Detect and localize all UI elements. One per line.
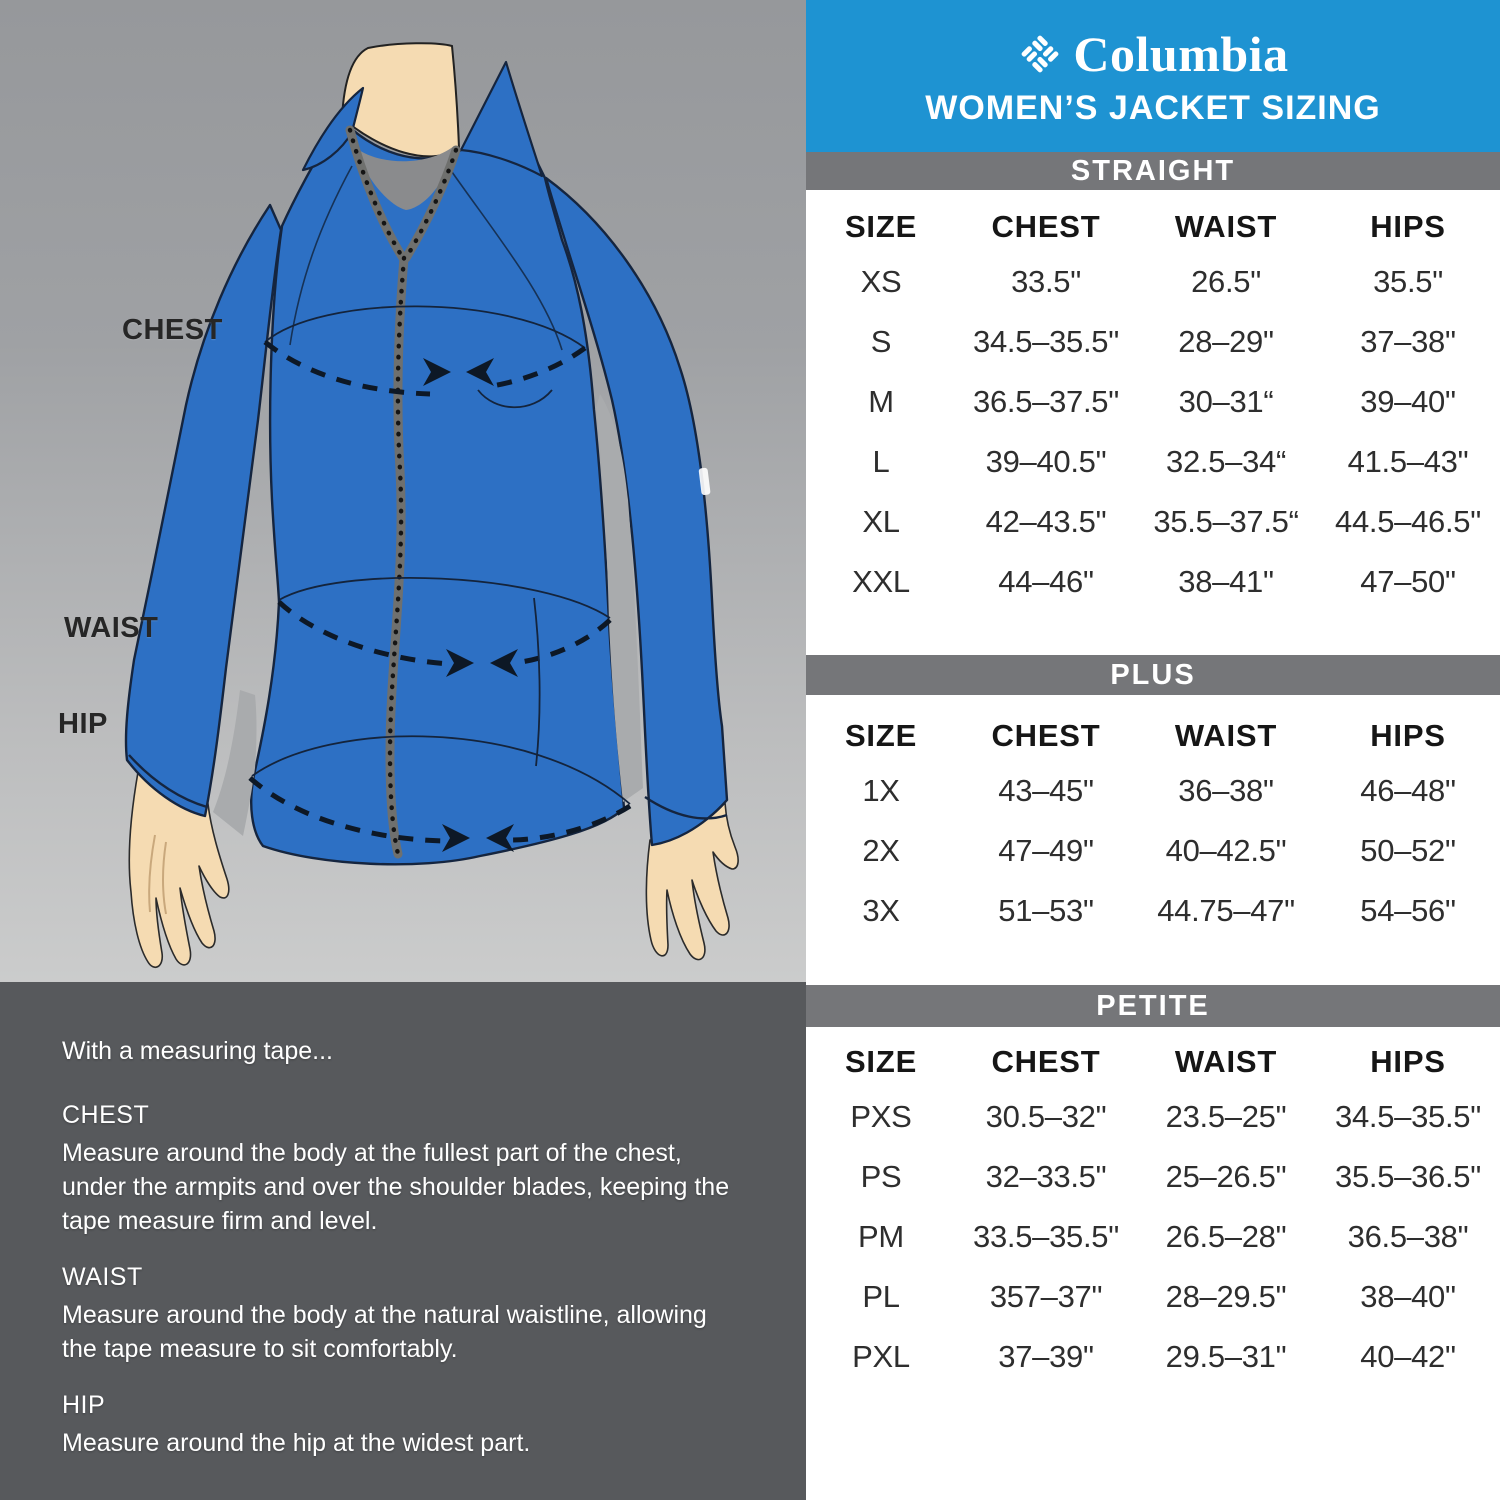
size-cell: PL: [862, 1279, 900, 1314]
value-cell: 29.5–31": [1165, 1339, 1287, 1374]
value-cell: 38–41": [1178, 564, 1274, 599]
diagram-label-hip: HIP: [58, 708, 108, 740]
value-cell: 50–52": [1360, 833, 1456, 868]
table-row: [806, 492, 1500, 552]
sizing-tables-panel: [806, 0, 1500, 1500]
size-cell: L: [872, 444, 890, 479]
column-header: HIPS: [1370, 718, 1446, 753]
page-title: WOMEN’S JACKET SIZING: [925, 88, 1381, 127]
table-header-row: [806, 1037, 1500, 1087]
jacket-illustration: [0, 0, 806, 982]
value-cell: 43–45": [998, 773, 1094, 808]
value-cell: 39–40": [1360, 384, 1456, 419]
instruction-body-hip: Measure around the hip at the widest part.: [62, 1429, 531, 1457]
columbia-gem-icon: [1017, 31, 1063, 77]
value-cell: 54–56": [1360, 893, 1456, 928]
value-cell: 36.5–38": [1347, 1219, 1469, 1254]
brand-header: [806, 0, 1500, 152]
size-cell: XL: [862, 504, 900, 539]
table-row: [806, 252, 1500, 312]
column-header: HIPS: [1370, 1044, 1446, 1079]
column-header: HIPS: [1370, 209, 1446, 244]
value-cell: 32–33.5": [985, 1159, 1107, 1194]
value-cell: 26.5": [1191, 264, 1261, 299]
value-cell: 37–39": [998, 1339, 1094, 1374]
column-header: WAIST: [1174, 1044, 1278, 1079]
value-cell: 42–43.5": [985, 504, 1107, 539]
column-header: SIZE: [844, 718, 918, 753]
value-cell: 47–49": [998, 833, 1094, 868]
table-row: [806, 372, 1500, 432]
size-cell: PXS: [850, 1099, 912, 1134]
column-header: SIZE: [844, 209, 918, 244]
table-header-row: [806, 202, 1500, 252]
table-row: [806, 1267, 1500, 1327]
value-cell: 36–38": [1178, 773, 1274, 808]
size-cell: XS: [860, 264, 902, 299]
table-row: [806, 1207, 1500, 1267]
value-cell: 44.75–47": [1157, 893, 1295, 928]
value-cell: 44.5–46.5": [1335, 504, 1481, 539]
section-bar-straight: STRAIGHT: [806, 152, 1500, 190]
value-cell: 46–48": [1360, 773, 1456, 808]
value-cell: 41.5–43": [1347, 444, 1469, 479]
instruction-body-waist: Measure around the body at the natural waistline, allowing the tape measure to sit comfortably.: [62, 1301, 707, 1363]
column-header: SIZE: [844, 1044, 918, 1079]
section-bar-petite: PETITE: [806, 985, 1500, 1027]
value-cell: 40–42.5": [1165, 833, 1287, 868]
value-cell: 30–31“: [1178, 384, 1274, 419]
value-cell: 40–42": [1360, 1339, 1456, 1374]
jacket-illustration-area: [0, 0, 806, 982]
table-row: [806, 1327, 1500, 1387]
value-cell: 36.5–37.5": [973, 384, 1119, 419]
value-cell: 28–29.5": [1165, 1279, 1287, 1314]
table-row: [806, 552, 1500, 612]
value-cell: 47–50": [1360, 564, 1456, 599]
value-cell: 357–37": [989, 1279, 1103, 1314]
table-row: [806, 821, 1500, 881]
column-header: WAIST: [1174, 209, 1278, 244]
column-header: CHEST: [991, 1044, 1101, 1079]
table-row: [806, 1087, 1500, 1147]
value-cell: 33.5–35.5": [973, 1219, 1119, 1254]
brand-logo: [1017, 25, 1289, 82]
value-cell: 32.5–34“: [1166, 444, 1286, 479]
value-cell: 35.5–37.5“: [1153, 504, 1299, 539]
section-bar-plus: PLUS: [806, 655, 1500, 695]
value-cell: 33.5": [1011, 264, 1081, 299]
value-cell: 35.5–36.5": [1335, 1159, 1481, 1194]
column-header: CHEST: [991, 718, 1101, 753]
value-cell: 51–53": [998, 893, 1094, 928]
value-cell: 35.5": [1373, 264, 1443, 299]
plus-size-table: [806, 695, 1500, 985]
value-cell: 30.5–32": [985, 1099, 1107, 1134]
table-header-row: [806, 711, 1500, 761]
table-row: [806, 432, 1500, 492]
value-cell: 26.5–28": [1165, 1219, 1287, 1254]
table-row: [806, 312, 1500, 372]
table-row: [806, 1147, 1500, 1207]
size-cell: 1X: [862, 773, 900, 808]
value-cell: 39–40.5": [985, 444, 1107, 479]
value-cell: 23.5–25": [1165, 1099, 1287, 1134]
size-cell: 2X: [862, 833, 900, 868]
diagram-label-waist: WAIST: [64, 612, 159, 644]
size-cell: PM: [858, 1219, 904, 1254]
straight-size-table: [806, 190, 1500, 655]
value-cell: 38–40": [1360, 1279, 1456, 1314]
value-cell: 28–29": [1178, 324, 1274, 359]
instruction-heading-chest: CHEST: [62, 1101, 150, 1129]
value-cell: 34.5–35.5": [1335, 1099, 1481, 1134]
instruction-heading-hip: HIP: [62, 1391, 106, 1419]
value-cell: 37–38": [1360, 324, 1456, 359]
size-cell: PXL: [852, 1339, 910, 1374]
brand-logo-text: Columbia: [1073, 25, 1289, 82]
value-cell: 25–26.5": [1165, 1159, 1287, 1194]
instruction-body-chest: Measure around the body at the fullest part of the chest, under the armpits and over the shoulder blades, keeping the tape measure firm and level.: [62, 1139, 730, 1235]
measuring-instructions-panel: [0, 982, 806, 1500]
size-cell: 3X: [862, 893, 900, 928]
size-cell: S: [870, 324, 892, 359]
value-cell: 44–46": [998, 564, 1094, 599]
size-cell: PS: [860, 1159, 902, 1194]
value-cell: 34.5–35.5": [973, 324, 1119, 359]
left-sleeve: [126, 205, 281, 816]
table-row: [806, 881, 1500, 941]
instruction-heading-waist: WAIST: [62, 1263, 143, 1291]
size-cell: XXL: [852, 564, 910, 599]
table-row: [806, 761, 1500, 821]
column-header: CHEST: [991, 209, 1101, 244]
diagram-label-chest: CHEST: [122, 314, 223, 346]
instructions-intro: With a measuring tape...: [62, 1037, 333, 1065]
size-cell: M: [868, 384, 894, 419]
petite-size-table: [806, 1027, 1500, 1500]
column-header: WAIST: [1174, 718, 1278, 753]
